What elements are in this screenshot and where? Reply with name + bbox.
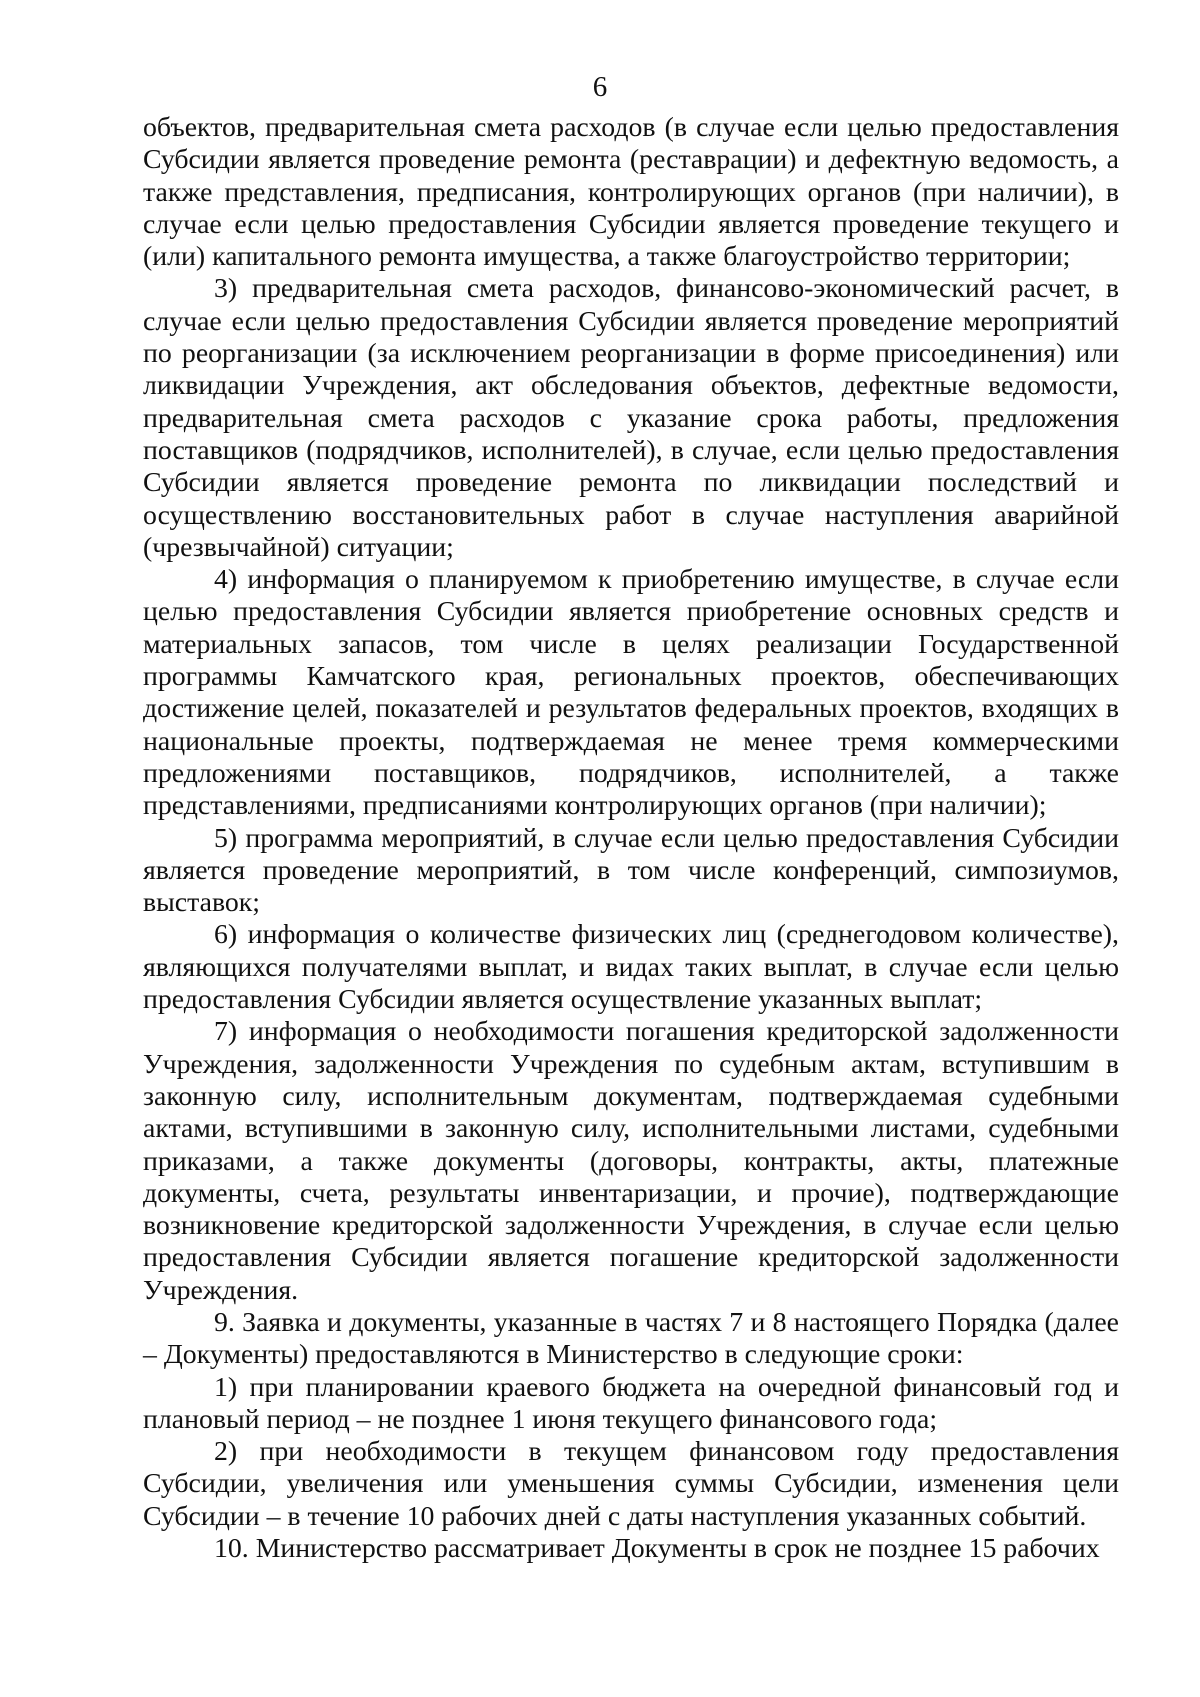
page-number: 6 bbox=[592, 71, 608, 103]
paragraph-continuation: объектов, предварительная смета расходов (в случае если целью предоставления Субсидии является проведение ремонта (реставрации) и дефектную ведомость, а также представления, предписания, контролирующих органов (при наличии), в случае если целью предоставления Субсидии является проведение текущего и (или) капитального ремонта имущества, а также благоустройство территории; bbox=[143, 112, 1119, 273]
paragraph-item-7: 7) информация о необходимости погашения кредиторской задолженности Учреждения, задолженности Учреждения по судебным актам, вступившим в законную силу, исполнительным документам, подтверждаемая судебными актами, вступившими в законную силу, исполнительными листами, судебными приказами, а также документы (договоры, контракты, акты, платежные документы, счета, результаты инвентаризации, и прочие), подтверждающие возникновение кредиторской задолженности Учреждения, в случае если целью предоставления Субсидии является погашение кредиторской задолженности Учреждения. bbox=[143, 1016, 1119, 1306]
paragraph-section-9-item-2: 2) при необходимости в текущем финансовом году предоставления Субсидии, увеличения или уменьшения суммы Субсидии, изменения цели Субсидии – в течение 10 рабочих дней с даты наступления указанных событий. bbox=[143, 1436, 1119, 1532]
document-body bbox=[143, 112, 1119, 1565]
paragraph-section-9: 9. Заявка и документы, указанные в частях 7 и 8 настоящего Порядка (далее – Документы) предоставляются в Министерство в следующие сроки: bbox=[143, 1306, 1119, 1371]
paragraph-section-10: 10. Министерство рассматривает Документы в срок не позднее 15 рабочих bbox=[214, 1533, 1100, 1565]
paragraph-item-6: 6) информация о количестве физических лиц (среднегодовом количестве), являющихся получателями выплат, и видах таких выплат, в случае если целью предоставления Субсидии является осуществление указанных выплат; bbox=[143, 919, 1119, 1016]
paragraph-item-4: 4) информация о планируемом к приобретению имуществе, в случае если целью предоставления Субсидии является приобретение основных средств и материальных запасов, том числе в целях реализации Государственной программы Камчатского края, региональных проектов, обеспечивающих достижение целей, показателей и результатов федеральных проектов, входящих в национальные проекты, подтверждаемая не менее тремя коммерческими предложениями поставщиков, подрядчиков, исполнителей, а также представлениями, предписаниями контролирующих органов (при наличии); bbox=[143, 564, 1119, 822]
paragraph-item-5: 5) программа мероприятий, в случае если целью предоставления Субсидии является проведение мероприятий, в том числе конференций, симпозиумов, выставок; bbox=[143, 822, 1119, 919]
paragraph-section-9-item-1: 1) при планировании краевого бюджета на очередной финансовый год и плановый период – не позднее 1 июня текущего финансового года; bbox=[143, 1371, 1119, 1435]
paragraph-item-3: 3) предварительная смета расходов, финансово-экономический расчет, в случае если целью предоставления Субсидии является проведение мероприятий по реорганизации (за исключением реорганизации в форме присоединения) или ликвидации Учреждения, акт обследования объектов, дефектные ведомости, предварительная смета расходов с указание срока работы, предложения поставщиков (подрядчиков, исполнителей), в случае, если целью предоставления Субсидии является проведение ремонта по ликвидации последствий и осуществлению восстановительных работ в случае наступления аварийной (чрезвычайной) ситуации; bbox=[143, 273, 1119, 563]
